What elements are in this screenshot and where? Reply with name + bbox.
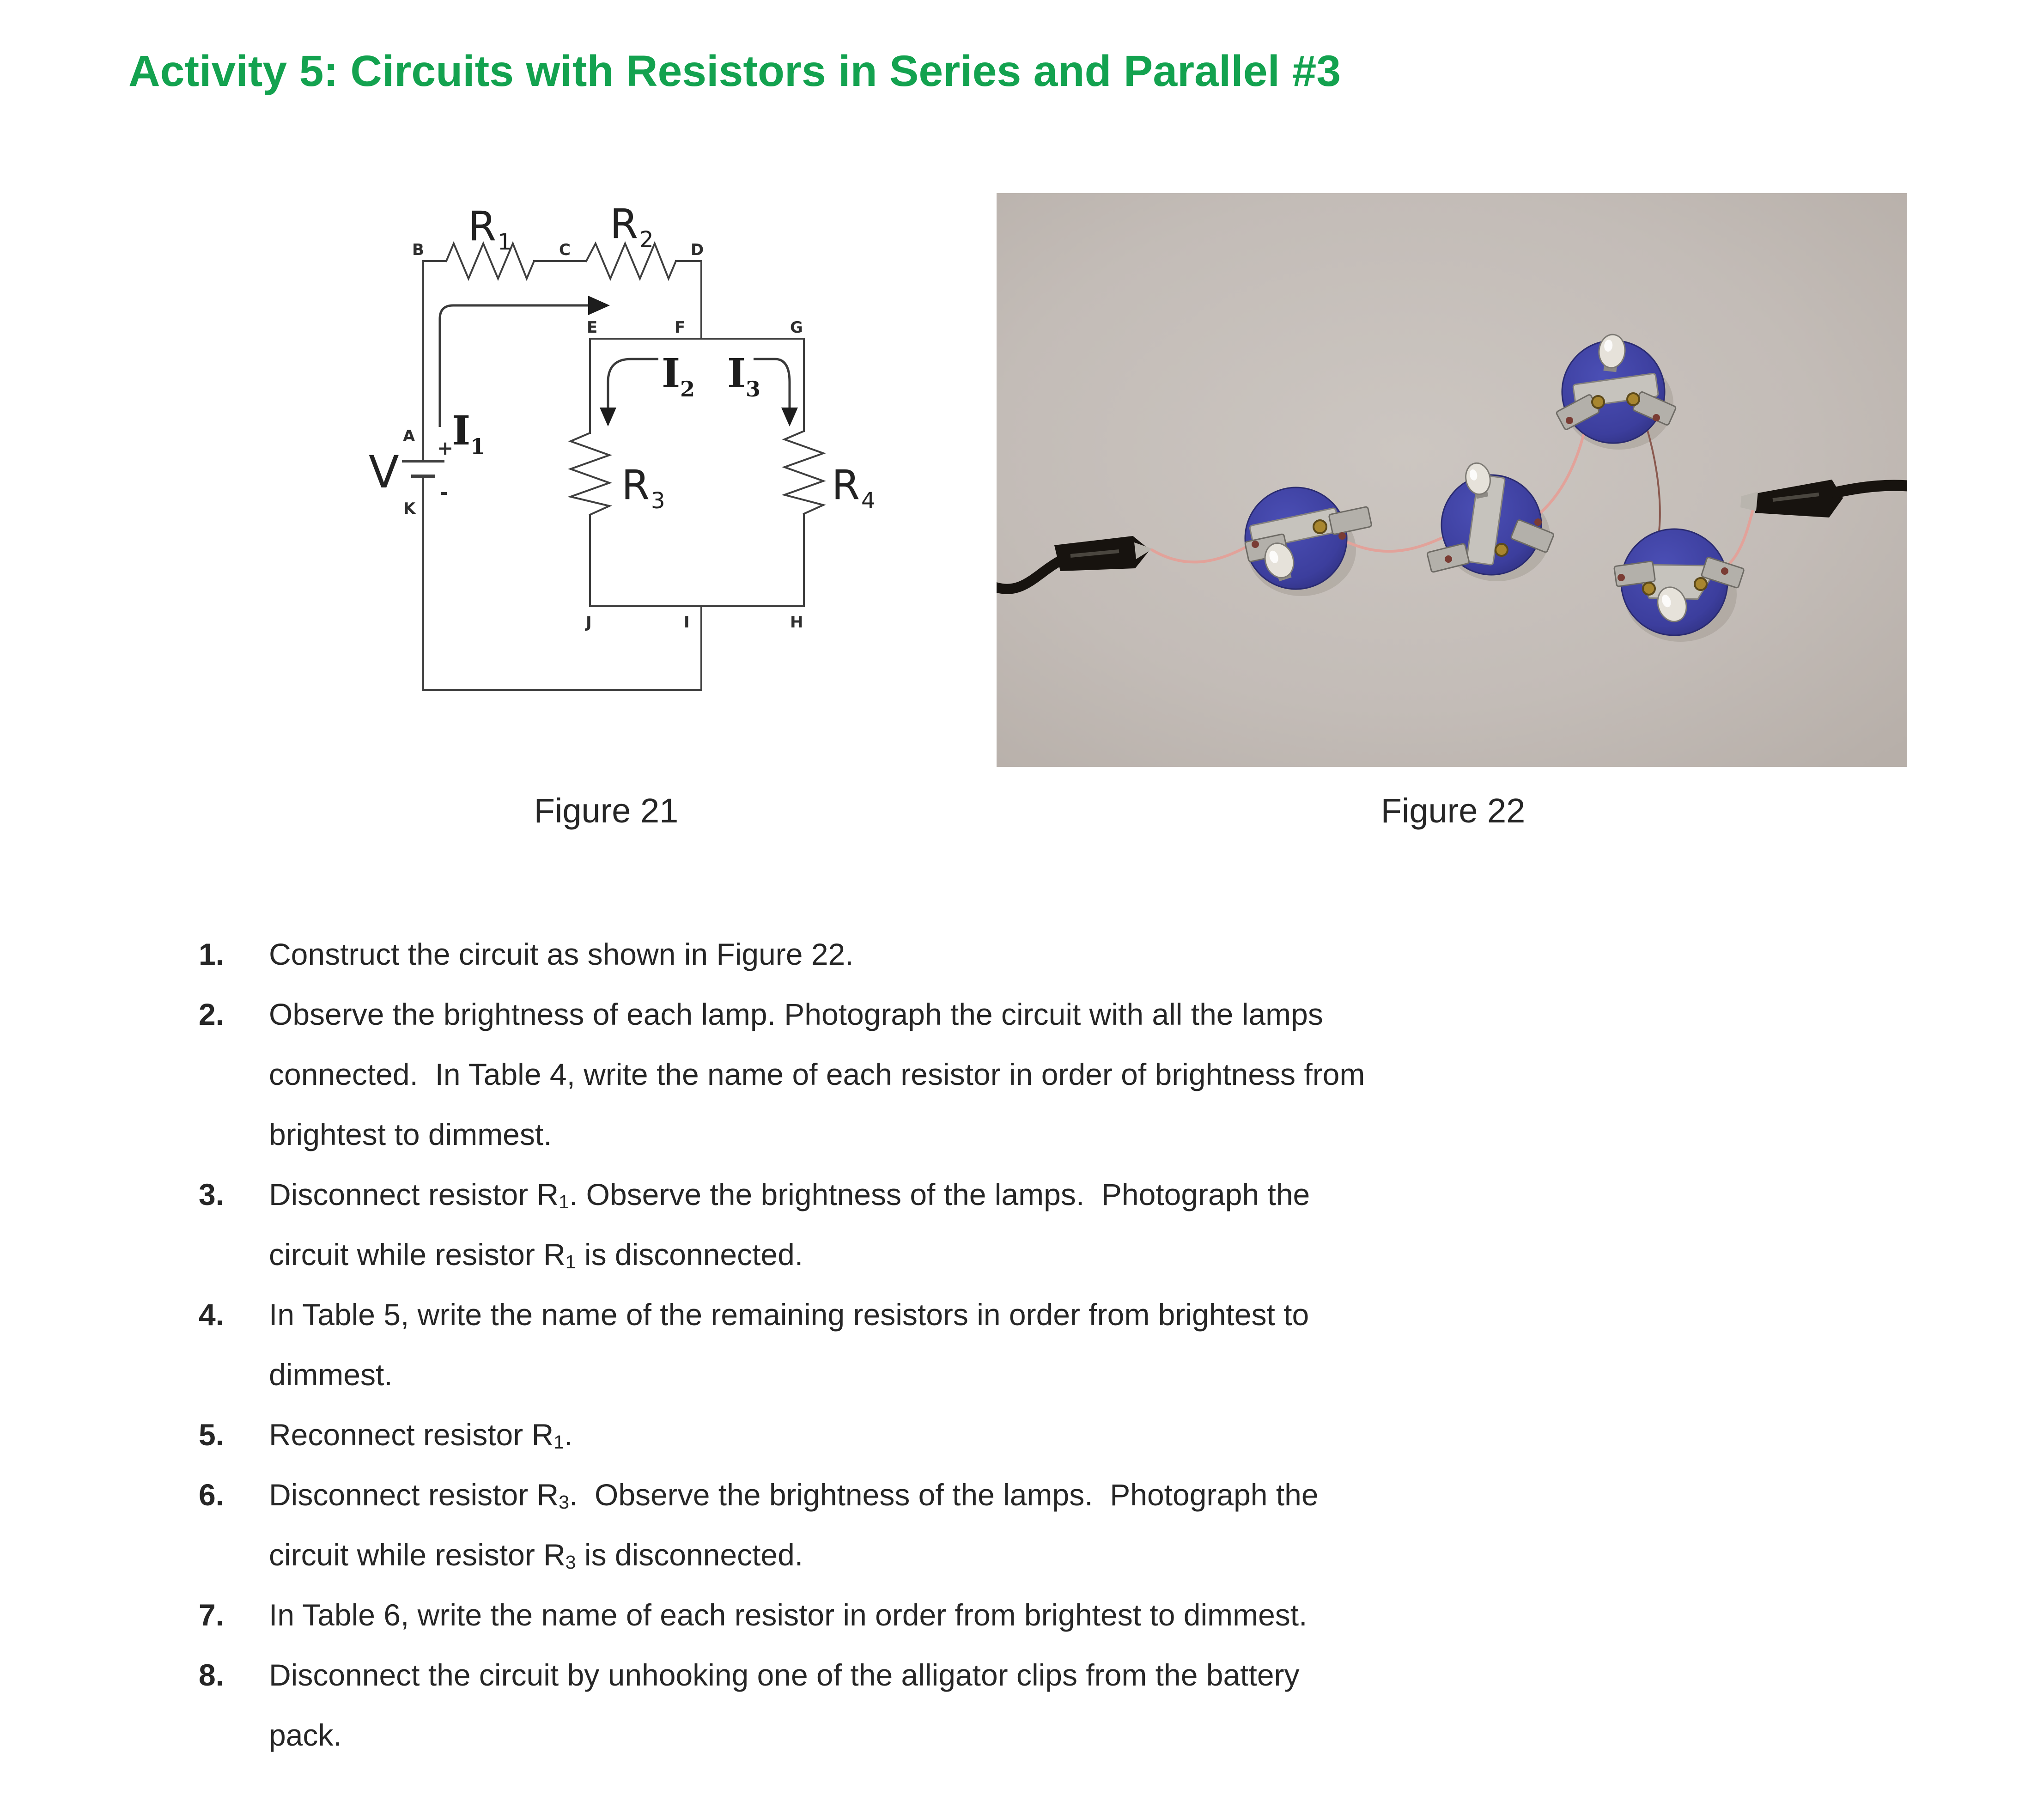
list-item-text: Disconnect resistor $R_1$. Observe the brightness of the lamps. Photograph the circuit while resistor $R_1$ is disconnected.: [269, 1177, 1310, 1273]
brass-screw: [1592, 396, 1604, 408]
resistor-r3-subscript: 3: [651, 488, 665, 514]
brass-screw: [1314, 520, 1326, 533]
list-item-number: 5.: [199, 1418, 225, 1452]
list-item-number: 1.: [199, 937, 225, 971]
resistor-r3-zigzag: [571, 433, 609, 515]
resistor-r4-label: R: [832, 461, 860, 509]
battery-voltage-label: V: [369, 446, 399, 498]
brass-screw: [1496, 544, 1508, 556]
list-item-text: Construct the circuit as shown in Figure 22.: [269, 937, 854, 971]
current-i3-arrowhead: [781, 408, 798, 426]
circuit-schematic: [351, 180, 952, 781]
node-label-h: H: [790, 613, 803, 632]
node-label-a: A: [403, 427, 415, 445]
node-label-k: K: [403, 499, 416, 518]
current-i2-subscript: 2: [680, 377, 695, 402]
current-i2-arrow-path: [608, 359, 658, 409]
brass-screw: [1695, 578, 1707, 590]
battery-minus-sign: -: [440, 481, 448, 504]
current-i3-label: I: [727, 350, 746, 397]
lamp-circuit-photo: [997, 193, 1907, 767]
resistor-r4-zigzag: [784, 431, 823, 514]
current-i2-label: I: [662, 350, 681, 397]
current-i1-arrowhead: [588, 296, 610, 315]
page-title: Activity 5: Circuits with Resistors in Series and Parallel #3: [128, 47, 1341, 96]
current-i3-subscript: 3: [746, 377, 761, 402]
node-label-e: E: [587, 318, 598, 337]
battery-plus-sign: +: [437, 437, 454, 459]
list-item: [199, 1405, 1880, 1465]
resistor-r2-label: R: [610, 200, 639, 248]
resistor-r2-subscript: 2: [639, 227, 654, 253]
current-i1-label: I: [452, 408, 471, 454]
list-item-number: 2.: [199, 997, 225, 1031]
list-item-number: 6.: [199, 1478, 225, 1512]
list-item: [199, 1465, 1880, 1585]
list-item: [199, 1164, 1880, 1284]
list-item-text: In Table 6, write the name of each resistor in order from brightest to dimmest.: [269, 1598, 1307, 1632]
current-i1-subscript: 1: [470, 434, 486, 459]
list-item: [199, 1645, 1880, 1765]
list-item-text: In Table 5, write the name of the remaining resistors in order from brightest to dimmest.: [269, 1297, 1309, 1392]
resistor-r3-label: R: [621, 461, 650, 509]
current-i2-arrowhead: [600, 408, 616, 426]
node-label-d: D: [691, 241, 704, 259]
list-item-number: 7.: [199, 1598, 225, 1632]
resistor-r1-subscript: 1: [498, 229, 512, 255]
node-label-i: I: [684, 613, 690, 632]
list-item-text: Disconnect the circuit by unhooking one of the alligator clips from the battery pack.: [269, 1658, 1300, 1752]
list-item: [199, 924, 1880, 984]
figure-22-caption: Figure 22: [1380, 791, 1526, 830]
brass-screw: [1627, 393, 1639, 405]
node-label-g: G: [790, 318, 803, 337]
resistor-r1-label: R: [468, 202, 497, 250]
photo-background: [997, 193, 1907, 767]
list-item-number: 3.: [199, 1177, 225, 1211]
list-item: [199, 1585, 1880, 1645]
figure-21-circuit-diagram: [351, 180, 952, 781]
node-label-b: B: [412, 241, 424, 259]
list-item-text: Disconnect resistor $R_3$. Observe the brightness of the lamps. Photograph the circuit while resistor $R_3$ is disconnected.: [269, 1478, 1319, 1573]
list-item-number: 4.: [199, 1297, 225, 1332]
list-item-text: Reconnect resistor $R_1$.: [269, 1418, 573, 1453]
list-item-text: Observe the brightness of each lamp. Photograph the circuit with all the lamps connected. In Table 4, write the name of each resistor in order of brightness from brightest to dimmest.: [269, 997, 1365, 1151]
instruction-list: [199, 924, 1880, 1765]
list-item: [199, 1284, 1880, 1405]
list-item: [199, 984, 1880, 1164]
node-label-j: J: [586, 613, 592, 632]
resistor-r4-subscript: 4: [861, 488, 876, 514]
node-label-f: F: [675, 318, 686, 337]
list-item-number: 8.: [199, 1658, 225, 1692]
figure-22-photo: [997, 193, 1907, 767]
brass-screw: [1643, 583, 1655, 595]
figure-21-caption: Figure 21: [534, 791, 679, 830]
resistor-r2-zigzag: [586, 243, 676, 279]
node-label-c: C: [559, 241, 571, 259]
